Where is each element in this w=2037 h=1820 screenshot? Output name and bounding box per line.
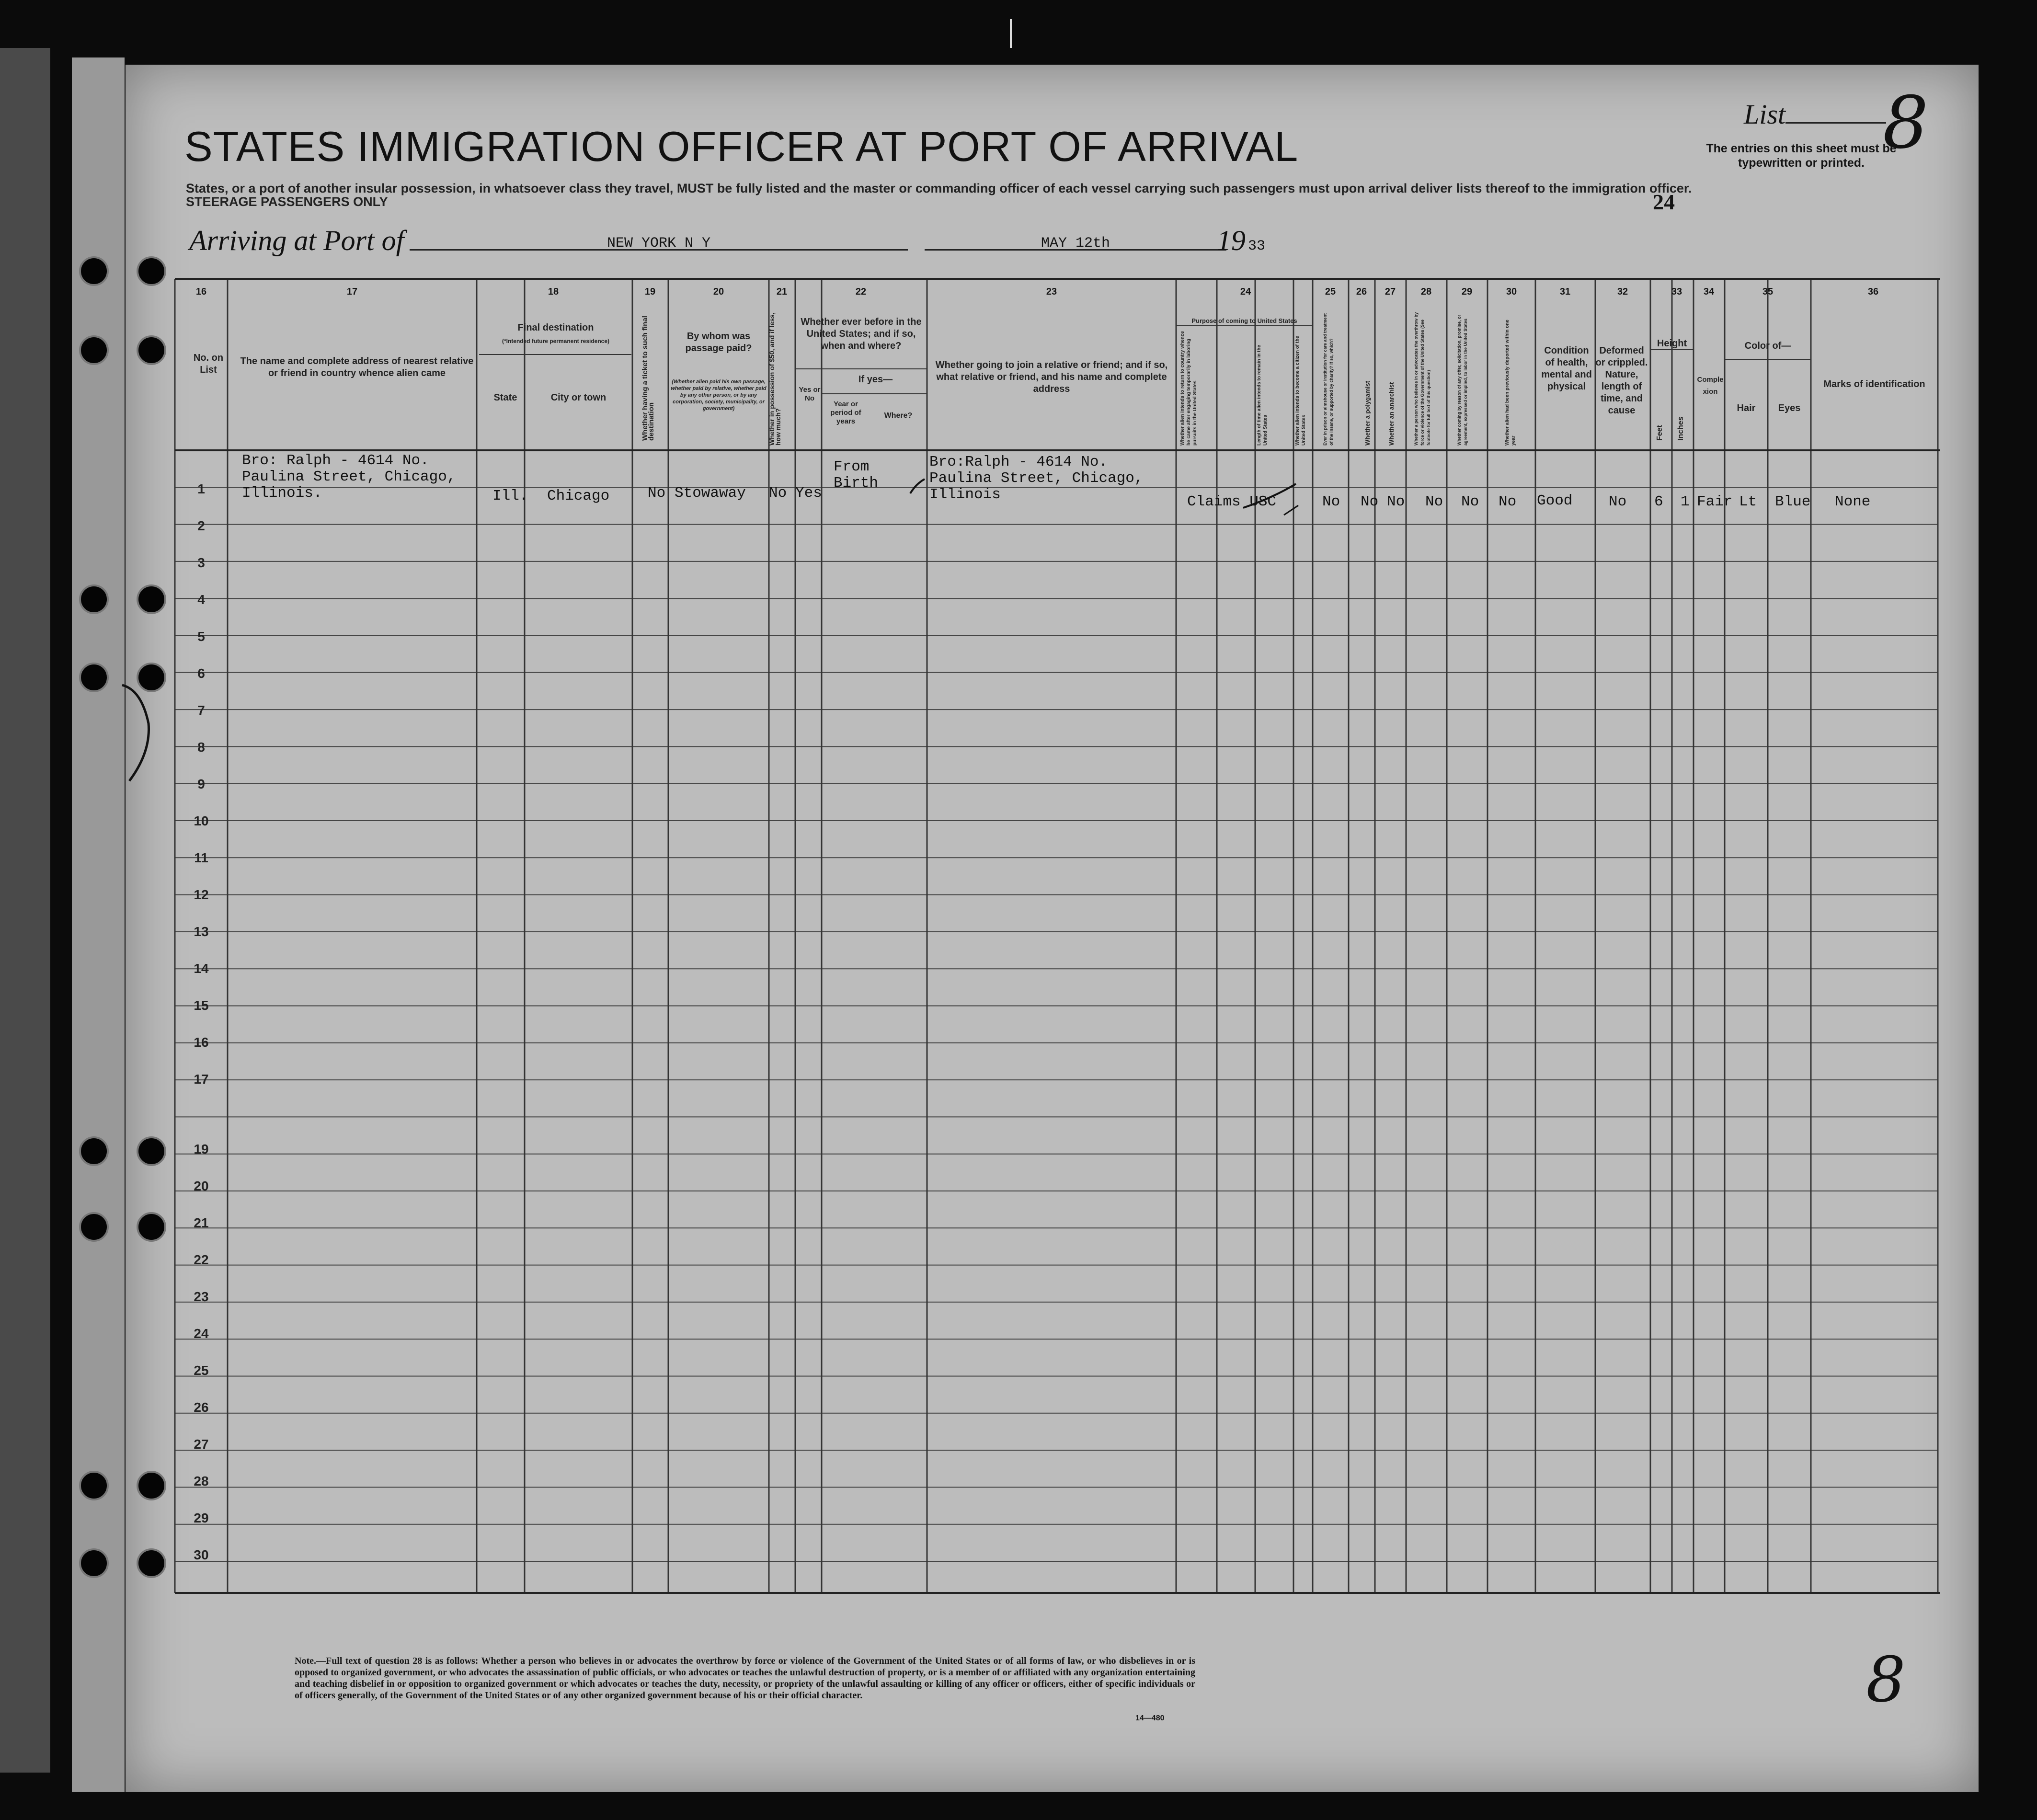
column-number: 28 [1420, 286, 1432, 297]
header-passage-paid-note: (Whether alien paid his own passage, whether paid by relative, whether paid by any other person, or by any corporation, society, municipality, or government) [671, 379, 767, 412]
header-purpose-length: Length of time alien intends to remain in the United States [1257, 344, 1268, 446]
height-feet-value: 6 [1654, 493, 1663, 510]
column-number: 18 [548, 286, 559, 297]
polygamist-value: No [1361, 493, 1379, 510]
row-number: 1 [197, 481, 205, 496]
header-deported: Whether alien had been previously deported within one year [1505, 320, 1516, 446]
header-deformed: Deformed or crippled. Nature, length of time, and cause [1595, 345, 1648, 416]
header-joining-relative: Whether going to join a relative or friend; and if so, what relative or friend, and his name and complete address [935, 360, 1168, 394]
deformed-value: No [1609, 493, 1627, 510]
fifty-dollars-value: No [769, 485, 787, 502]
row-number: 2 [197, 518, 205, 533]
row-number: 16 [194, 1035, 209, 1050]
before-in-us-value: Yes [795, 485, 822, 502]
row-number: 5 [197, 629, 205, 644]
header-polygamist: Whether a polygamist [1364, 380, 1371, 446]
header-ticket: Whether having a ticket to such final destination [641, 316, 655, 441]
steerage-label: STEERAGE PASSENGERS ONLY [186, 195, 388, 209]
row-number: 3 [197, 555, 205, 570]
header-passage-paid: By whom was passage paid? [685, 331, 752, 354]
column-number: 22 [855, 286, 867, 297]
destination-city: Chicago [547, 488, 610, 504]
row-number: 12 [194, 887, 209, 902]
row-number: 7 [197, 703, 205, 718]
arriving-label: Arriving at Port of [189, 225, 404, 256]
row-number: 13 [194, 924, 209, 939]
header-instructions: States, or a port of another insular possession, in whatsoever class they travel, MUST be fully listed and the master or commanding officer of each vessel carrying such passengers must upon arrival deliver lists thereof to the immigration officer. [186, 181, 1692, 195]
row-number: 27 [194, 1437, 209, 1452]
health-value: Good [1537, 492, 1573, 509]
header-final-destination: Final destination [517, 322, 594, 333]
handwritten-page-number: 8 [1866, 1643, 1906, 1716]
header-purpose-citizen: Whether alien intends to become a citizen of the United States [1295, 336, 1306, 446]
column-number: 17 [346, 286, 358, 297]
column-number: 16 [195, 286, 207, 297]
period-value: From Birth [834, 458, 879, 492]
column-number: 30 [1506, 286, 1517, 297]
column-number: 19 [644, 286, 656, 297]
row-number: 30 [194, 1547, 209, 1562]
column-number: 34 [1703, 286, 1715, 297]
prison-value: No [1322, 493, 1340, 510]
header-year-period: Year or period of years [830, 400, 861, 425]
row-number: 9 [197, 777, 205, 791]
row-number: 14 [194, 961, 209, 976]
relative-address: Bro: Ralph - 4614 No. Paulina Street, Chicago, Illinois. [242, 452, 456, 502]
ticket-value: No [648, 485, 666, 502]
passage-paid-value: Stowaway [675, 485, 746, 502]
form-number: 14—480 [1135, 1714, 1165, 1722]
row-number: 29 [194, 1511, 209, 1525]
header-where: Where? [884, 412, 913, 420]
date-field: MAY 12th [925, 238, 1226, 251]
footnote-question-28: Note.—Full text of question 28 is as follows: Whether a person who believes in or advocates the overthrow by force or violence of the Government of the United States or of all forms of law, or who disbelieves in or is opposed to organized government, or who advocates the assassination of public officials, or who advocates or teaches the unlawful destruction of property, or is a member of or affiliated with any organization entertaining and teaching disbelief in or opposition to organized government or which advocates or teaches the duty, necessity, or propriety of the unlawful assaulting or killing of any officer or officers, either of specific individuals or of officers generally, of the Government of the United States or of any other organized government because of his or their official character. [295, 1656, 1195, 1701]
year-prefix: 19 [1217, 225, 1246, 256]
column-number: 26 [1356, 286, 1367, 297]
column-number: 20 [713, 286, 724, 297]
header-height: Height [1657, 338, 1687, 349]
sheet-number: 24 [1653, 190, 1675, 214]
marks-value: None [1835, 493, 1871, 510]
header-anarchist: Whether an anarchist [1388, 382, 1395, 446]
row-number: 22 [194, 1252, 209, 1267]
column-number: 23 [1046, 286, 1057, 297]
destination-state: Ill. [492, 488, 528, 504]
height-inches-value: 1 [1681, 493, 1690, 510]
header-marks: Marks of identification [1823, 379, 1925, 389]
handwritten-list-number: 8 [1883, 81, 1929, 165]
header-city: City or town [550, 392, 607, 403]
row-number: 8 [197, 740, 205, 755]
header-hair: Hair [1737, 403, 1756, 413]
column-number: 36 [1867, 286, 1879, 297]
row-number: 17 [194, 1072, 209, 1087]
joining-relative-address: Bro:Ralph - 4614 No. Paulina Street, Chicago, Illinois [929, 454, 1144, 503]
header-inches: Inches [1677, 416, 1685, 441]
column-number: 35 [1762, 286, 1774, 297]
header-health: Condition of health, mental and physical [1541, 345, 1592, 392]
header-complexion: Complexion [1697, 376, 1724, 396]
row-number: 23 [194, 1289, 209, 1304]
header-no-on-list: No. on List [193, 353, 224, 375]
column-number: 27 [1385, 286, 1396, 297]
header-yes-no: Yes or No [799, 386, 821, 402]
header-if-yes: If yes— [858, 374, 893, 385]
header-final-destination-note: (*Intended future permanent residence) [502, 338, 610, 344]
list-instructions: The entries on this sheet must be typewritten or printed. [1706, 142, 1897, 170]
row-number: 26 [194, 1400, 209, 1415]
header-before-in-us: Whether ever before in the United States; and if so, when and where? [801, 317, 922, 351]
header-eyes: Eyes [1778, 403, 1801, 413]
column-number: 33 [1671, 286, 1682, 297]
column-number: 32 [1617, 286, 1628, 297]
column-number: 31 [1559, 286, 1571, 297]
port-field: NEW YORK N Y [410, 238, 908, 251]
row-number: 6 [197, 666, 205, 681]
year-suffix: 33 [1248, 238, 1266, 254]
row-number: 11 [194, 850, 208, 865]
row-number: 28 [194, 1474, 209, 1488]
column-number: 29 [1461, 286, 1473, 297]
header-offer: Whether coming by reason of any offer, solicitation, promise, or agreement, expressed or implied, to labor in the United States [1457, 314, 1468, 446]
row-number: 20 [194, 1179, 209, 1193]
row-number: 15 [194, 998, 209, 1013]
header-feet: Feet [1656, 425, 1664, 441]
header-state: State [493, 392, 517, 403]
header-nearest-relative: The name and complete address of nearest relative or friend in country whence alien came [240, 356, 474, 378]
row-number: 4 [197, 592, 205, 607]
header-prison: Ever in prison or almshouse or institution for care and treatment of the insane, or supported by charity? If so, which? [1323, 313, 1334, 446]
header-purpose: Purpose of coming to United States [1191, 317, 1297, 324]
purpose-value: Claims USC [1187, 493, 1277, 510]
deported-value: No [1499, 493, 1517, 510]
header-fifty-dollars: Whether in possession of $50, and if less, how much? [768, 312, 782, 446]
page-title: STATES IMMIGRATION OFFICER AT PORT OF ARRIVAL [184, 123, 1299, 170]
row-number: 25 [194, 1363, 209, 1378]
header-color-of: Color of— [1744, 341, 1791, 351]
column-number: 24 [1240, 286, 1251, 297]
column-number: 25 [1325, 286, 1336, 297]
header-overthrow: Whether a person who believes in or advocates the overthrow by force or violence of the Government of the United States (See footnote for full text of this question) [1414, 312, 1431, 446]
eyes-value: Blue [1775, 493, 1811, 510]
list-label: List [1744, 98, 1886, 130]
row-number: 10 [194, 813, 209, 828]
header-purpose-return: Whether alien intends to return to country whence he came after engaging temporarily in laboring pursuits in the United States [1180, 331, 1198, 446]
complexion-value: Fair [1697, 493, 1733, 510]
row-number: 19 [194, 1142, 209, 1156]
row-number: 24 [194, 1326, 209, 1341]
anarchist-value: No [1387, 493, 1405, 510]
offer-value: No [1461, 493, 1479, 510]
column-number: 21 [776, 286, 788, 297]
overthrow-value: No [1425, 493, 1443, 510]
row-number: 21 [194, 1215, 209, 1230]
hair-value: Lt [1739, 493, 1757, 510]
